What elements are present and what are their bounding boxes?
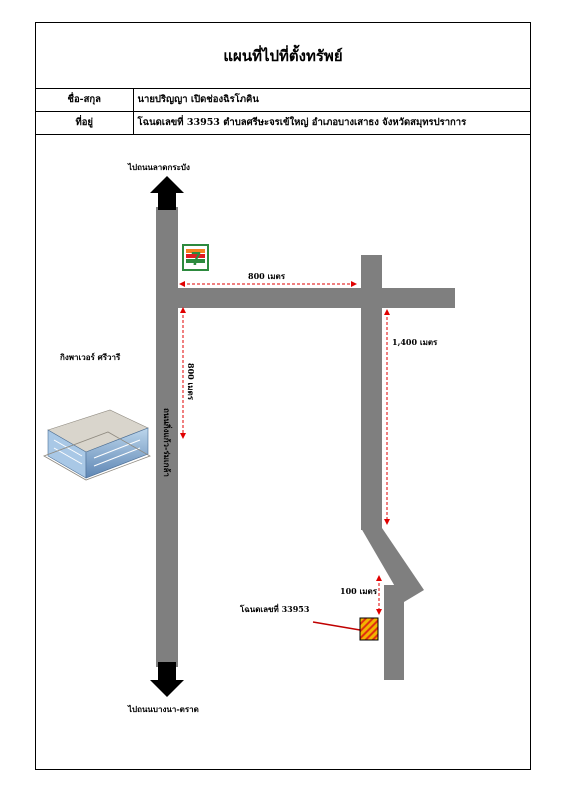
name-value: นายปริญญา เปิดช่องฉิรโภคิน [133, 88, 530, 111]
north-direction-label: ไปถนนลาดกระบัง [128, 162, 190, 172]
right-vertical-distance-label: 1,400 เมตร [392, 337, 438, 347]
svg-text:7: 7 [191, 249, 202, 269]
property-parcel [360, 618, 378, 640]
south-direction-label: ไปถนนบางนา-ตราด [128, 704, 199, 714]
office-building-icon [44, 410, 150, 480]
7-eleven-icon [183, 245, 208, 270]
address-value: โฉนดเลขที่ 33953 ตำบลศรีษะจรเข้ใหญ่ อำเภอบางเสาธง จังหวัดสมุทรปราการ [133, 111, 530, 134]
address-label: ที่อยู่ [36, 111, 133, 134]
horizontal-distance-label: 800 เมตร [248, 271, 285, 281]
main-road-label: ถนนกิ่งแก้ว-ร่มเกล้า [162, 408, 172, 477]
property-road [384, 585, 404, 680]
cross-road [361, 255, 382, 530]
property-pointer-line [313, 622, 360, 630]
property-label: โฉนดเลขที่ 33953 [240, 604, 310, 614]
north-arrow [150, 176, 184, 210]
south-arrow [150, 662, 184, 697]
final-distance-label: 100 เมตร [340, 586, 377, 596]
name-label: ชื่อ-สกุล [36, 88, 133, 111]
side-road [178, 288, 455, 308]
page-title: แผนที่ไปที่ตั้งทรัพย์ [223, 46, 343, 65]
left-vertical-distance-label: 800 เมตร [186, 363, 196, 400]
landmark-label: กิงพาเวอร์ ศรีวารี [60, 352, 121, 362]
